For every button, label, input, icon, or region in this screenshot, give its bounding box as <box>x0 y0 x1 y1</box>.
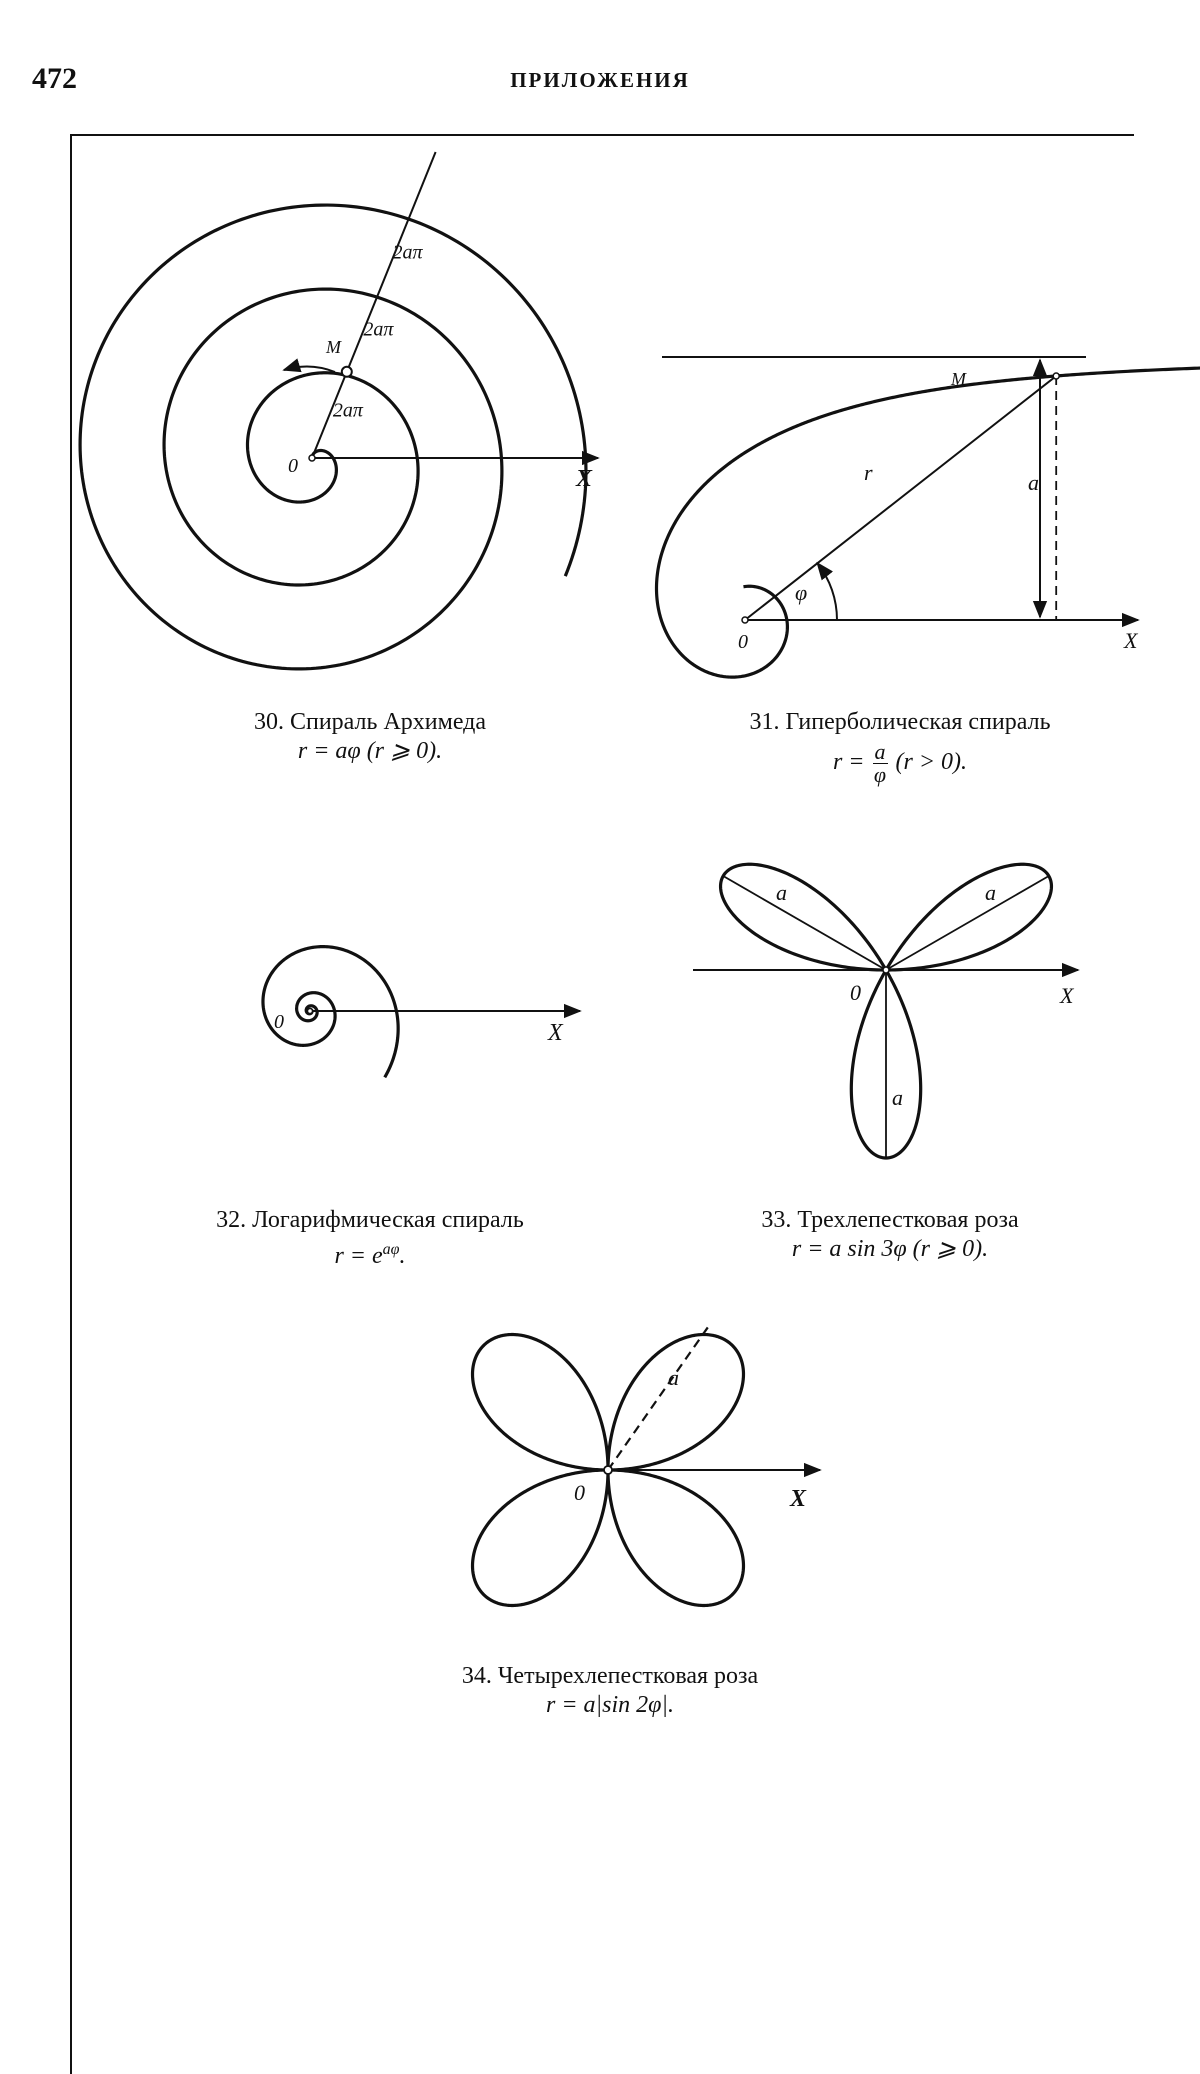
f34-origin-label: 0 <box>574 1480 585 1505</box>
f33-label-a-right: a <box>985 880 996 905</box>
f30-step-label-inner: 2aπ <box>393 242 424 264</box>
caption-31-formula-lhs: r = <box>833 749 865 775</box>
figure-34-four-petal-rose <box>473 1326 820 1606</box>
caption-31-formula <box>660 741 1140 786</box>
caption-figure-34 <box>370 1662 850 1720</box>
figure-32-logarithmic-spiral <box>263 947 580 1078</box>
figure-30-archimedes-spiral <box>80 152 598 669</box>
f33-origin-label: 0 <box>850 980 861 1005</box>
f31-point-label: M <box>950 369 967 389</box>
page-number: 472 <box>32 62 77 96</box>
f30-axis-label: X <box>575 466 593 492</box>
caption-figure-31 <box>660 708 1140 786</box>
running-head: ПРИЛОЖЕНИЯ <box>0 68 1200 93</box>
f34-label-a: a <box>668 1365 679 1390</box>
f31-angle-arc <box>817 563 837 620</box>
f30-point-label: M <box>325 337 342 357</box>
caption-figure-30 <box>130 708 610 766</box>
caption-32-formula-end: . <box>400 1243 406 1269</box>
f30-origin-label: 0 <box>288 455 298 477</box>
f30-rotation-arrow <box>284 366 335 372</box>
archimedes-spiral-curve <box>80 205 586 669</box>
f33-petal-radius-1 <box>723 876 886 970</box>
caption-figure-32 <box>130 1206 610 1271</box>
caption-33-formula: r = a sin 3φ (r ⩾ 0). <box>650 1235 1130 1264</box>
caption-31-formula-rhs: (r > 0). <box>896 749 968 775</box>
hyperbolic-spiral-curve <box>657 359 1200 677</box>
caption-31-title: 31. Гиперболическая спираль <box>660 708 1140 737</box>
f31-radius-label: r <box>864 460 873 485</box>
caption-32-formula <box>130 1235 610 1271</box>
caption-30-formula: r = aφ (r ⩾ 0). <box>130 737 610 766</box>
caption-33-title: 33. Трехлепестковая роза <box>650 1206 1130 1235</box>
f30-point-m <box>342 367 352 377</box>
f30-radial-ray <box>312 152 436 458</box>
f30-step-label-outer: 2aπ <box>333 399 364 421</box>
f33-axis-label: X <box>1059 983 1075 1008</box>
f33-label-a-left: a <box>776 880 787 905</box>
f31-point-m <box>1053 373 1059 379</box>
caption-32-title: 32. Логарифмическая спираль <box>130 1206 610 1235</box>
caption-32-formula-base: r = e <box>334 1243 382 1269</box>
f33-origin-point <box>883 967 889 973</box>
f31-asymptote-label: a <box>1028 470 1039 495</box>
caption-figure-33 <box>650 1206 1130 1264</box>
caption-34-formula: r = a|sin 2φ|. <box>370 1691 850 1720</box>
f32-axis-label: X <box>547 1020 564 1046</box>
figure-31-hyperbolic-spiral <box>657 357 1200 677</box>
figure-33-three-petal-rose <box>693 864 1078 1158</box>
f31-axis-label: X <box>1123 628 1139 653</box>
f34-axis-label: X <box>789 1486 807 1512</box>
f30-step-label-middle: 2aπ <box>363 319 394 341</box>
caption-31-fraction <box>873 741 888 786</box>
f31-radius-line <box>745 376 1056 620</box>
f31-angle-label: φ <box>795 580 807 605</box>
f30-origin-point <box>309 455 315 461</box>
f33-petal-radius-2 <box>886 876 1049 970</box>
f33-label-a-bottom: a <box>892 1085 903 1110</box>
f32-origin-label: 0 <box>274 1011 284 1033</box>
caption-34-title: 34. Четырехлепестковая роза <box>370 1662 850 1691</box>
caption-32-formula-exponent: aφ <box>383 1241 400 1258</box>
f32-origin-point <box>308 1009 313 1014</box>
caption-31-numerator: a <box>873 741 888 764</box>
f31-origin-label: 0 <box>738 631 748 653</box>
caption-31-denominator: φ <box>873 764 888 786</box>
f31-origin-point <box>742 617 748 623</box>
caption-30-title: 30. Спираль Архимеда <box>130 708 610 737</box>
f34-origin-point <box>604 1466 612 1474</box>
